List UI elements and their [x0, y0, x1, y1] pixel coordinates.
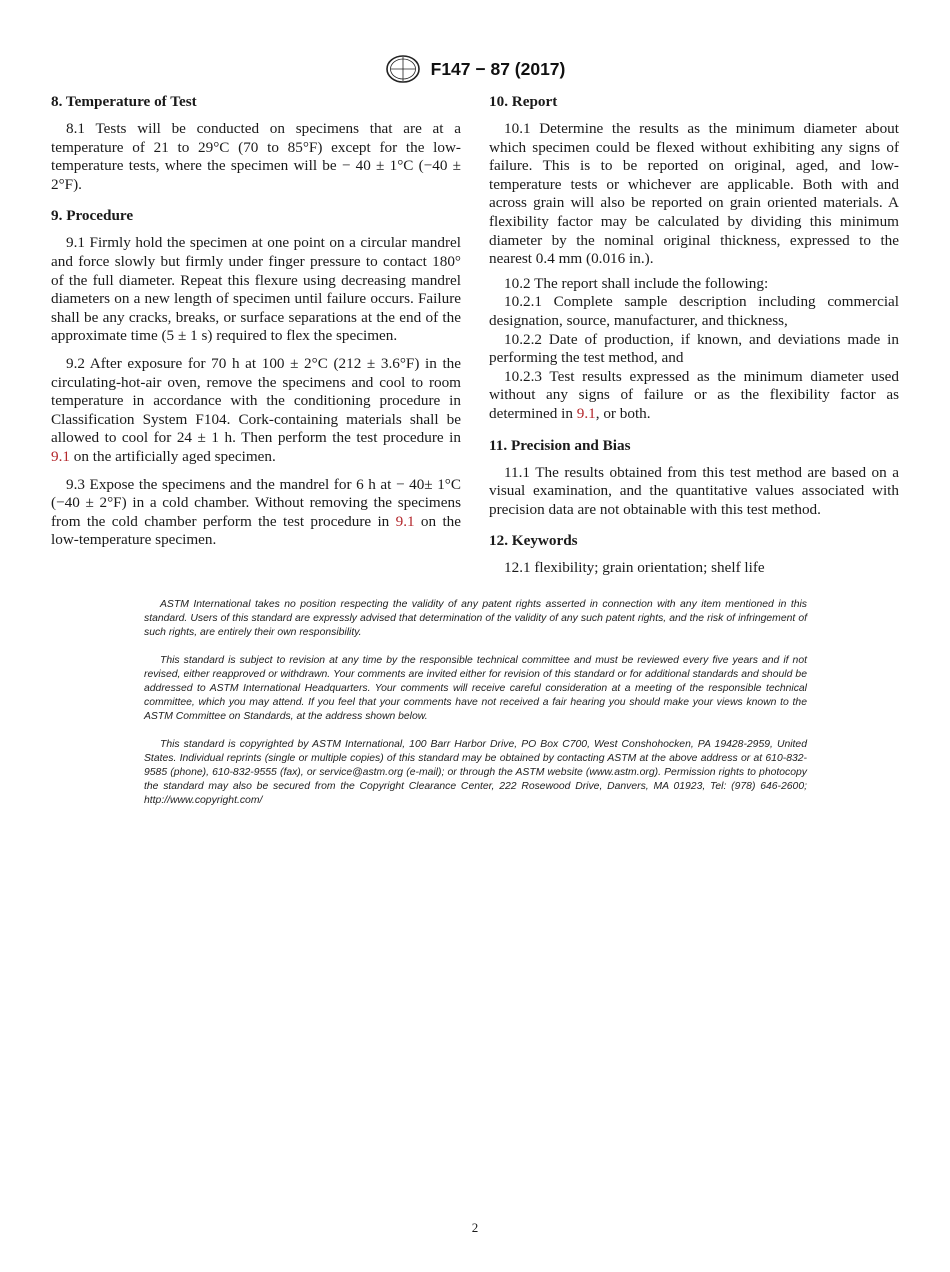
footer-revision-notice: This standard is subject to revision at any time by the responsible technical committee and must be reviewed every five years and if not revised, either reapproved or withdrawn. Your comments are invited either for revision of this standard or for additional standards and should be addressed to ASTM International Headquarters. Your comments will receive careful consideration at a meeting of the responsible technical committee, which you may attend. If you feel that your comments have not received a fair hearing you should make your views known to the ASTM Committee on Standards, at the address shown below.: [144, 655, 807, 722]
right-column: [489, 92, 899, 578]
footer-copyright-notice: This standard is copyrighted by ASTM International, 100 Barr Harbor Drive, PO Box C700, West Conshohocken, PA 19428-2959, United States. Individual reprints (single or multiple copies) of this standard may be obtained by contacting ASTM at the above address or at 610-832-9585 (phone), 610-832-9555 (fax), or service@astm.org (e-mail); or through the ASTM website (www.astm.org). Permission rights to photocopy the standard may also be secured from the Copyright Clearance Center, 222 Rosewood Drive, Danvers, MA 01923, Tel: (978) 646-2600; http://www.copyright.com/: [144, 739, 807, 806]
page-header: [0, 54, 950, 84]
paragraph-10-2-1: 10.2.1 Complete sample description including commercial designation, source, manufacturer, and thickness,: [489, 293, 899, 329]
section-10-heading: 10. Report: [489, 93, 558, 110]
left-column: [51, 92, 461, 550]
legal-footer: [144, 598, 807, 808]
paragraph-10-2-3: 10.2.3 Test results expressed as the minimum diameter used without any signs of failure or as the flexibility factor as determined in 9.1, or both.: [489, 367, 899, 422]
section-11-heading: 11. Precision and Bias: [489, 436, 631, 454]
paragraph-8-1: 8.1 Tests will be conducted on specimens that are at a temperature of 21 to 29°C (70 to 85°F) except for the low-temperature tests, where the specimen will be − 40 ± 1°C (−40 ± 2°F).: [51, 120, 461, 193]
section-8-heading: 8. Temperature of Test: [51, 93, 197, 110]
section-12-heading: 12. Keywords: [489, 532, 578, 550]
paragraph-9-1: 9.1 Firmly hold the specimen at one point on a circular mandrel and force slowly but firmly under finger pressure to contact 180° of the full diameter. Repeat this flexure using decreasing mandrel diameters on a new length of specimen until failure occurs. Failure shall be any cracks, breaks, or surface separations at the end of the approximate time (5 ± 1 s) required to flex the specimen.: [51, 234, 461, 345]
xref-9-1-link[interactable]: 9.1: [395, 512, 415, 530]
xref-9-1-link[interactable]: 9.1: [576, 404, 596, 422]
paragraph-12-1: 12.1 flexibility; grain orientation; shelf life: [504, 559, 765, 577]
astm-logo-icon: [385, 54, 421, 84]
xref-9-1-link[interactable]: 9.1: [51, 447, 70, 465]
paragraph-10-2: 10.2 The report shall include the following:: [504, 274, 769, 292]
paragraph-9-2: 9.2 After exposure for 70 h at 100 ± 2°C (212 ± 3.6°F) in the circulating-hot-air oven, remove the specimens and cool to room temperature in accordance with the conditioning procedure in Classification System F104. Cork-containing materials shall be allowed to cool for 24 ± 1 h. Then perform the test procedure in 9.1 on the artificially aged specimen.: [51, 354, 461, 465]
footer-patent-notice: ASTM International takes no position respecting the validity of any patent rights asserted in connection with any item mentioned in this standard. Users of this standard are expressly advised that determination of the validity of any such patent rights, and the risk of infringement of such rights, are entirely their own responsibility.: [144, 599, 807, 638]
section-9-heading: 9. Procedure: [51, 207, 134, 225]
paragraph-9-3: 9.3 Expose the specimens and the mandrel for 6 h at − 40± 1°C (−40 ± 2°F) in a cold chamber. Without removing the specimens from the cold chamber perform the test procedure in 9.1 on the low-temperature specimen.: [51, 475, 462, 549]
page-number: 2: [471, 1220, 479, 1235]
document-designation: F147 − 87 (2017): [430, 58, 566, 79]
paragraph-11-1: 11.1 The results obtained from this test method are based on a visual examination, and the quantitative values associated with precision data are not obtainable with this test method.: [489, 463, 899, 518]
paragraph-10-1: 10.1 Determine the results as the minimum diameter about which specimen could be flexed without exhibiting any signs of failure. This is to be reported on original, aged, and low-temperature tests or whichever are applicable. Both with and across grain will also be reported on grain oriented materials. A flexibility factor may be calculated by dividing this minimum diameter by the nominal original thickness, expressed to the nearest 0.4 mm (0.016 in.).: [489, 120, 899, 268]
paragraph-10-2-2: 10.2.2 Date of production, if known, and deviations made in performing the test method, and: [489, 330, 899, 367]
